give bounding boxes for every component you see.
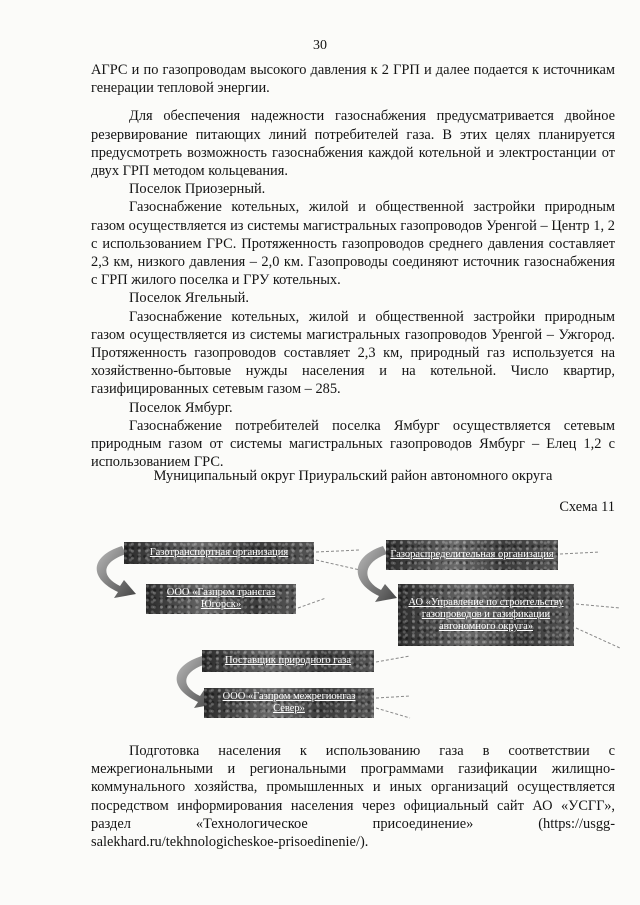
paragraph-yagelny: Газоснабжение котельных, жилой и общественной застройки природным газом осуществляется из системы магистральных газопроводов Уренгой – Ужгород. Протяженность газопроводов составляет 2,3 км, природный газ используется на хозяйственно-бытовые нужды населения и на котельной. Число квартир, газифицированных сетевым газом – 285.	[91, 308, 615, 398]
box-transport-name: ООО «Газпром трансгаз Югорск»	[146, 584, 296, 614]
paragraph-agrs: АГРС и по газопроводам высокого давления к 2 ГРП и далее подается к источникам генерации тепловой энергии.	[91, 62, 615, 97]
paragraph-priozerny: Газоснабжение котельных, жилой и общественной застройки природным газом осуществляется из системы магистральных газопроводов Уренгой – Центр 1, 2 с использованием ГРС. Протяженность газопроводов среднего давления составляет 2,3 км, низкого давления – 2,0 км. Газопроводы соединяют источник газоснабжения с ГРП жилого поселка и ГРУ котельных.	[91, 199, 615, 289]
paragraph-reliability: Для обеспечения надежности газоснабжения предусматривается двойное резервирование питающих линий потребителей газа. В этих целях планируется предусмотреть возможность газоснабжения каждой котельной и электростанции от двух ГРП методом кольцевания.	[91, 108, 615, 180]
heading-priozerny: Поселок Приозерный.	[129, 181, 266, 198]
heading-yagelny: Поселок Ягельный.	[129, 290, 249, 307]
heading-yamburg: Поселок Ямбург.	[129, 399, 233, 416]
text-block-top	[91, 61, 615, 471]
paragraph-yamburg: Газоснабжение потребителей поселка Ямбург осуществляется сетевым природным газом от системы магистральных газопроводов Ямбург – Елец 1,2 с использованием ГРС.	[91, 417, 615, 471]
paragraph-preparation: Подготовка населения к использованию газа в соответствии с межрегиональными и региональными программами газификации жилищно-коммунального хозяйства, промышленных и иных организаций осуществляется посредством информирования населения через официальный сайт АО «УСГГ», раздел «Технологическое присоединение» (https://usgg-salekhard.ru/tekhnologicheskoe-prisoedinenie/).	[91, 743, 615, 851]
section-title: Муниципальный округ Приуральский район автономного округа	[153, 468, 553, 484]
box-supplier-org: Поставщик природного газа	[202, 650, 374, 672]
box-distribution-org: Газораспределительная организация	[386, 540, 558, 570]
page-number: 30	[313, 38, 327, 53]
text-block-bottom	[91, 742, 615, 851]
scheme-label: Схема 11	[559, 499, 615, 515]
box-transport-org: Газотранспортная организация	[124, 542, 314, 564]
box-distribution-name: АО «Управление по строительству газопроводов и газификации автономного округа»	[398, 584, 574, 646]
box-supplier-name: ООО «Газпром межрегионгаз Север»	[204, 688, 374, 718]
gas-supply-diagram	[80, 528, 625, 740]
